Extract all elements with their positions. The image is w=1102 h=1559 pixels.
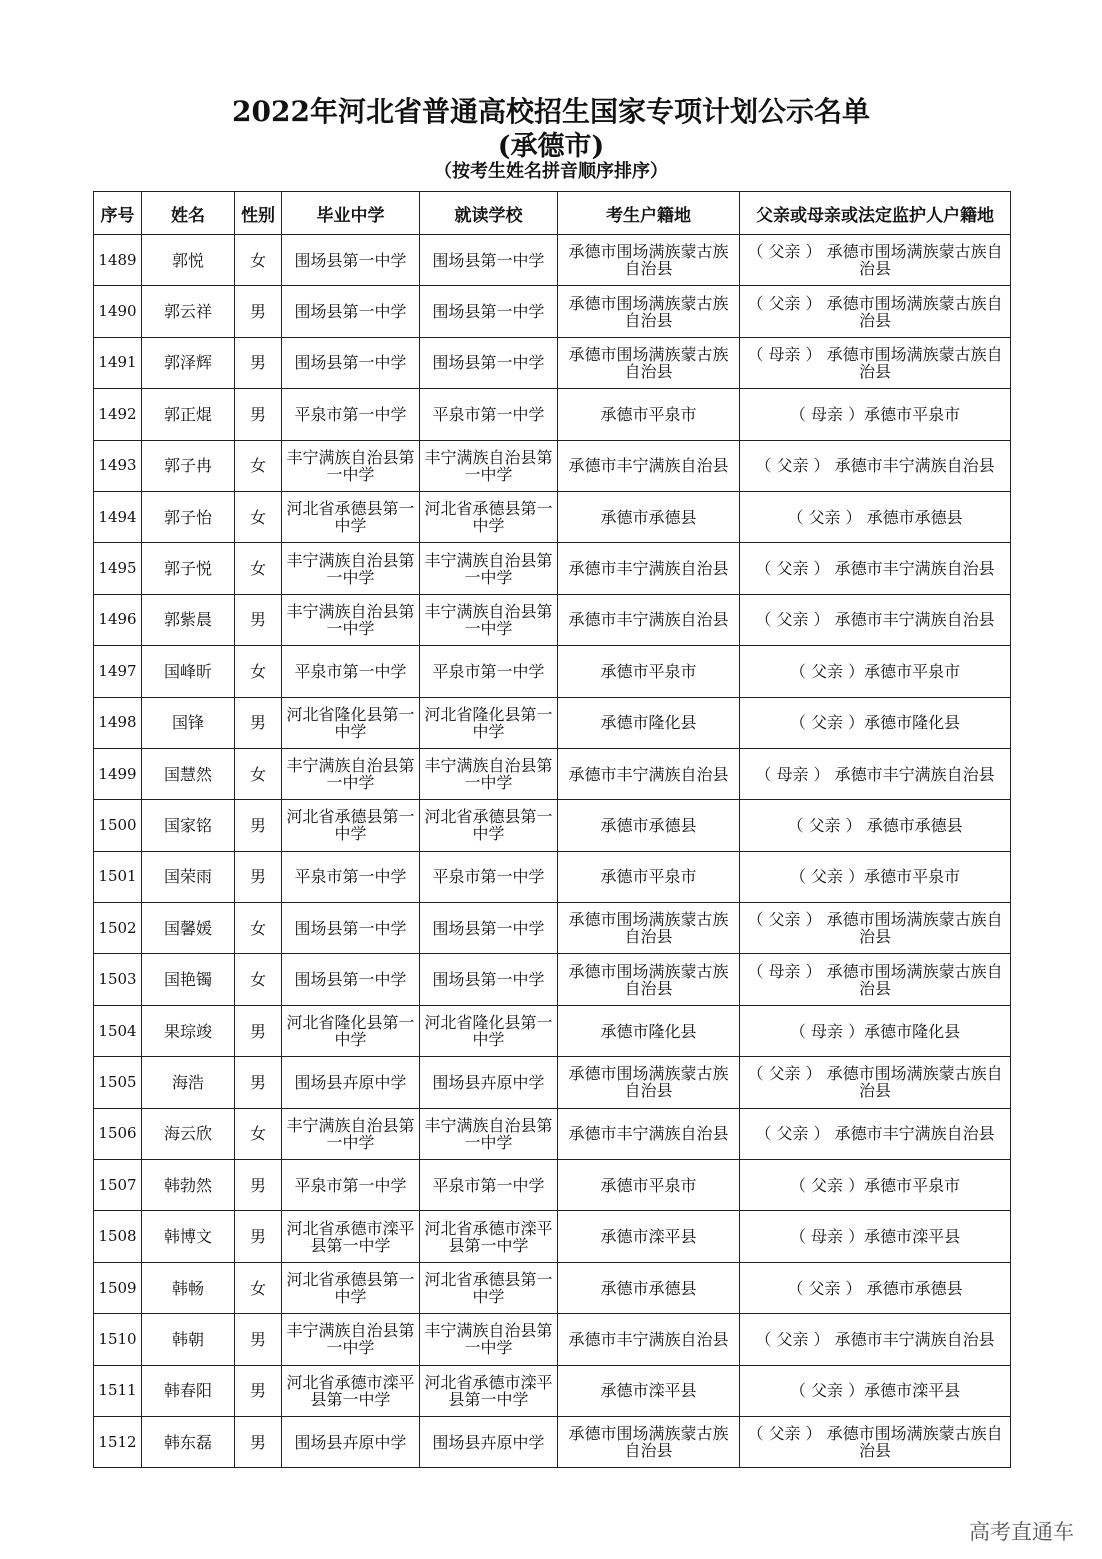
- household-registration-cell: 承德市平泉市: [558, 646, 740, 697]
- current-school-cell: 平泉市第一中学: [420, 851, 558, 902]
- guardian-registration-cell: （ 父亲 ） 承德市承德县: [740, 491, 1011, 542]
- header-gender: 性别: [235, 192, 282, 235]
- header-seq: 序号: [94, 192, 142, 235]
- current-school-cell: 河北省承德县第一中学: [420, 800, 558, 851]
- gender-cell: 男: [235, 1005, 282, 1056]
- watermark: 高考直通车: [969, 1520, 1074, 1544]
- name-cell: 郭紫晨: [142, 594, 235, 645]
- graduated-school-cell: 河北省承德县第一中学: [282, 800, 420, 851]
- seq-cell: 1511: [94, 1365, 142, 1416]
- household-registration-cell: 承德市围场满族蒙古族自治县: [558, 903, 740, 954]
- table-row: [94, 440, 1011, 491]
- name-cell: 国锋: [142, 697, 235, 748]
- graduated-school-cell: 河北省隆化县第一中学: [282, 697, 420, 748]
- gender-cell: 女: [235, 1108, 282, 1159]
- gender-cell: 男: [235, 389, 282, 440]
- household-registration-cell: 承德市隆化县: [558, 697, 740, 748]
- graduated-school-cell: 平泉市第一中学: [282, 646, 420, 697]
- guardian-registration-cell: （ 父亲 ）承德市隆化县: [740, 697, 1011, 748]
- seq-cell: 1495: [94, 543, 142, 594]
- name-cell: 郭正焜: [142, 389, 235, 440]
- guardian-registration-cell: （ 父亲 ）承德市平泉市: [740, 646, 1011, 697]
- name-cell: 郭云祥: [142, 286, 235, 337]
- seq-cell: 1497: [94, 646, 142, 697]
- household-registration-cell: 承德市围场满族蒙古族自治县: [558, 235, 740, 286]
- table-row: [94, 491, 1011, 542]
- seq-cell: 1493: [94, 440, 142, 491]
- seq-cell: 1508: [94, 1211, 142, 1262]
- graduated-school-cell: 围场县第一中学: [282, 337, 420, 388]
- graduated-school-cell: 丰宁满族自治县第一中学: [282, 1108, 420, 1159]
- guardian-registration-cell: （ 父亲 ） 承德市丰宁满族自治县: [740, 440, 1011, 491]
- current-school-cell: 丰宁满族自治县第一中学: [420, 1314, 558, 1365]
- household-registration-cell: 承德市平泉市: [558, 1160, 740, 1211]
- table-row: [94, 286, 1011, 337]
- table-row: [94, 543, 1011, 594]
- name-cell: 国馨媛: [142, 903, 235, 954]
- gender-cell: 男: [235, 337, 282, 388]
- current-school-cell: 围场县第一中学: [420, 954, 558, 1005]
- household-registration-cell: 承德市承德县: [558, 800, 740, 851]
- table-row: [94, 1365, 1011, 1416]
- gender-cell: 女: [235, 491, 282, 542]
- guardian-registration-cell: （ 父亲 ） 承德市丰宁满族自治县: [740, 543, 1011, 594]
- table-row: [94, 851, 1011, 902]
- gender-cell: 男: [235, 1416, 282, 1467]
- gender-cell: 女: [235, 1262, 282, 1313]
- gender-cell: 男: [235, 697, 282, 748]
- name-cell: 韩博文: [142, 1211, 235, 1262]
- guardian-registration-cell: （ 母亲 ） 承德市围场满族蒙古族自治县: [740, 954, 1011, 1005]
- guardian-registration-cell: （ 母亲 ）承德市隆化县: [740, 1005, 1011, 1056]
- seq-cell: 1490: [94, 286, 142, 337]
- gender-cell: 男: [235, 1314, 282, 1365]
- household-registration-cell: 承德市丰宁满族自治县: [558, 543, 740, 594]
- seq-cell: 1510: [94, 1314, 142, 1365]
- gender-cell: 女: [235, 954, 282, 1005]
- household-registration-cell: 承德市丰宁满族自治县: [558, 1108, 740, 1159]
- graduated-school-cell: 围场县卉原中学: [282, 1057, 420, 1108]
- guardian-registration-cell: （ 父亲 ） 承德市承德县: [740, 800, 1011, 851]
- seq-cell: 1492: [94, 389, 142, 440]
- header-household-registration: 考生户籍地: [558, 192, 740, 235]
- name-cell: 郭子悦: [142, 543, 235, 594]
- gender-cell: 女: [235, 235, 282, 286]
- guardian-registration-cell: （ 父亲 ） 承德市承德县: [740, 1262, 1011, 1313]
- seq-cell: 1498: [94, 697, 142, 748]
- guardian-registration-cell: （ 母亲 ）承德市平泉市: [740, 389, 1011, 440]
- guardian-registration-cell: （ 父亲 ） 承德市丰宁满族自治县: [740, 1314, 1011, 1365]
- current-school-cell: 围场县卉原中学: [420, 1057, 558, 1108]
- household-registration-cell: 承德市围场满族蒙古族自治县: [558, 1416, 740, 1467]
- household-registration-cell: 承德市滦平县: [558, 1365, 740, 1416]
- current-school-cell: 平泉市第一中学: [420, 389, 558, 440]
- graduated-school-cell: 围场县第一中学: [282, 235, 420, 286]
- table-row: [94, 337, 1011, 388]
- gender-cell: 男: [235, 800, 282, 851]
- current-school-cell: 围场县第一中学: [420, 235, 558, 286]
- current-school-cell: 围场县第一中学: [420, 337, 558, 388]
- current-school-cell: 平泉市第一中学: [420, 646, 558, 697]
- household-registration-cell: 承德市丰宁满族自治县: [558, 748, 740, 799]
- household-registration-cell: 承德市丰宁满族自治县: [558, 440, 740, 491]
- seq-cell: 1504: [94, 1005, 142, 1056]
- household-registration-cell: 承德市围场满族蒙古族自治县: [558, 954, 740, 1005]
- graduated-school-cell: 平泉市第一中学: [282, 1160, 420, 1211]
- graduated-school-cell: 平泉市第一中学: [282, 851, 420, 902]
- seq-cell: 1503: [94, 954, 142, 1005]
- table-row: [94, 697, 1011, 748]
- guardian-registration-cell: （ 父亲 ） 承德市丰宁满族自治县: [740, 594, 1011, 645]
- table-row: [94, 903, 1011, 954]
- sort-note: （按考生姓名拼音顺序排序）: [434, 161, 668, 182]
- seq-cell: 1506: [94, 1108, 142, 1159]
- seq-cell: 1502: [94, 903, 142, 954]
- guardian-registration-cell: （ 父亲 ）承德市平泉市: [740, 1160, 1011, 1211]
- current-school-cell: 河北省隆化县第一中学: [420, 697, 558, 748]
- guardian-registration-cell: （ 父亲 ） 承德市围场满族蒙古族自治县: [740, 286, 1011, 337]
- gender-cell: 女: [235, 748, 282, 799]
- header-guardian-registration: 父亲或母亲或法定监护人户籍地: [740, 192, 1011, 235]
- graduated-school-cell: 丰宁满族自治县第一中学: [282, 748, 420, 799]
- graduated-school-cell: 丰宁满族自治县第一中学: [282, 1314, 420, 1365]
- table-row: [94, 800, 1011, 851]
- page-subtitle: (承德市): [497, 131, 605, 162]
- guardian-registration-cell: （ 父亲 ） 承德市围场满族蒙古族自治县: [740, 235, 1011, 286]
- current-school-cell: 丰宁满族自治县第一中学: [420, 1108, 558, 1159]
- current-school-cell: 丰宁满族自治县第一中学: [420, 543, 558, 594]
- graduated-school-cell: 围场县第一中学: [282, 954, 420, 1005]
- current-school-cell: 丰宁满族自治县第一中学: [420, 748, 558, 799]
- seq-cell: 1507: [94, 1160, 142, 1211]
- guardian-registration-cell: （ 父亲 ） 承德市丰宁满族自治县: [740, 1108, 1011, 1159]
- graduated-school-cell: 平泉市第一中学: [282, 389, 420, 440]
- name-cell: 韩春阳: [142, 1365, 235, 1416]
- name-cell: 海浩: [142, 1057, 235, 1108]
- gender-cell: 男: [235, 1160, 282, 1211]
- seq-cell: 1489: [94, 235, 142, 286]
- graduated-school-cell: 河北省承德县第一中学: [282, 1262, 420, 1313]
- seq-cell: 1500: [94, 800, 142, 851]
- graduated-school-cell: 河北省承德市滦平县第一中学: [282, 1211, 420, 1262]
- table-row: [94, 1211, 1011, 1262]
- gender-cell: 男: [235, 286, 282, 337]
- household-registration-cell: 承德市平泉市: [558, 389, 740, 440]
- current-school-cell: 河北省承德市滦平县第一中学: [420, 1211, 558, 1262]
- current-school-cell: 丰宁满族自治县第一中学: [420, 594, 558, 645]
- name-cell: 国峰昕: [142, 646, 235, 697]
- graduated-school-cell: 围场县卉原中学: [282, 1416, 420, 1467]
- gender-cell: 女: [235, 543, 282, 594]
- current-school-cell: 围场县第一中学: [420, 903, 558, 954]
- name-cell: 果琮竣: [142, 1005, 235, 1056]
- guardian-registration-cell: （ 母亲 ）承德市滦平县: [740, 1211, 1011, 1262]
- page-title: 2022年河北省普通高校招生国家专项计划公示名单: [232, 95, 870, 128]
- table-body: [94, 235, 1011, 1468]
- household-registration-cell: 承德市滦平县: [558, 1211, 740, 1262]
- current-school-cell: 河北省承德县第一中学: [420, 1262, 558, 1313]
- current-school-cell: 围场县卉原中学: [420, 1416, 558, 1467]
- current-school-cell: 围场县第一中学: [420, 286, 558, 337]
- gender-cell: 女: [235, 903, 282, 954]
- table-row: [94, 1005, 1011, 1056]
- table-row: [94, 1108, 1011, 1159]
- graduated-school-cell: 河北省隆化县第一中学: [282, 1005, 420, 1056]
- household-registration-cell: 承德市平泉市: [558, 851, 740, 902]
- current-school-cell: 平泉市第一中学: [420, 1160, 558, 1211]
- gender-cell: 男: [235, 1211, 282, 1262]
- seq-cell: 1505: [94, 1057, 142, 1108]
- seq-cell: 1499: [94, 748, 142, 799]
- household-registration-cell: 承德市丰宁满族自治县: [558, 1314, 740, 1365]
- seq-cell: 1491: [94, 337, 142, 388]
- current-school-cell: 丰宁满族自治县第一中学: [420, 440, 558, 491]
- name-cell: 海云欣: [142, 1108, 235, 1159]
- name-cell: 韩勃然: [142, 1160, 235, 1211]
- household-registration-cell: 承德市隆化县: [558, 1005, 740, 1056]
- gender-cell: 女: [235, 646, 282, 697]
- graduated-school-cell: 围场县第一中学: [282, 903, 420, 954]
- gender-cell: 男: [235, 851, 282, 902]
- name-cell: 韩朝: [142, 1314, 235, 1365]
- name-cell: 郭子冉: [142, 440, 235, 491]
- table-row: [94, 1262, 1011, 1313]
- current-school-cell: 河北省承德市滦平县第一中学: [420, 1365, 558, 1416]
- table-row: [94, 1057, 1011, 1108]
- seq-cell: 1509: [94, 1262, 142, 1313]
- graduated-school-cell: 丰宁满族自治县第一中学: [282, 594, 420, 645]
- name-cell: 韩畅: [142, 1262, 235, 1313]
- table-row: [94, 646, 1011, 697]
- name-cell: 郭泽辉: [142, 337, 235, 388]
- name-cell: 郭子怡: [142, 491, 235, 542]
- gender-cell: 男: [235, 594, 282, 645]
- header-graduated-school: 毕业中学: [282, 192, 420, 235]
- current-school-cell: 河北省承德县第一中学: [420, 491, 558, 542]
- name-cell: 国荣雨: [142, 851, 235, 902]
- table-row: [94, 389, 1011, 440]
- name-cell: 韩东磊: [142, 1416, 235, 1467]
- table-row: [94, 235, 1011, 286]
- household-registration-cell: 承德市丰宁满族自治县: [558, 594, 740, 645]
- household-registration-cell: 承德市围场满族蒙古族自治县: [558, 1057, 740, 1108]
- guardian-registration-cell: （ 父亲 ）承德市滦平县: [740, 1365, 1011, 1416]
- gender-cell: 男: [235, 1057, 282, 1108]
- guardian-registration-cell: （ 父亲 ） 承德市围场满族蒙古族自治县: [740, 1416, 1011, 1467]
- graduated-school-cell: 河北省承德县第一中学: [282, 491, 420, 542]
- graduated-school-cell: 河北省承德市滦平县第一中学: [282, 1365, 420, 1416]
- name-cell: 国慧然: [142, 748, 235, 799]
- table-row: [94, 748, 1011, 799]
- graduated-school-cell: 丰宁满族自治县第一中学: [282, 440, 420, 491]
- name-cell: 郭悦: [142, 235, 235, 286]
- graduated-school-cell: 围场县第一中学: [282, 286, 420, 337]
- table-row: [94, 954, 1011, 1005]
- seq-cell: 1501: [94, 851, 142, 902]
- header-name: 姓名: [142, 192, 235, 235]
- graduated-school-cell: 丰宁满族自治县第一中学: [282, 543, 420, 594]
- gender-cell: 男: [235, 1365, 282, 1416]
- name-cell: 国艳镯: [142, 954, 235, 1005]
- header-current-school: 就读学校: [420, 192, 558, 235]
- roster-table: [93, 191, 1011, 1468]
- household-registration-cell: 承德市围场满族蒙古族自治县: [558, 337, 740, 388]
- household-registration-cell: 承德市承德县: [558, 491, 740, 542]
- guardian-registration-cell: （ 母亲 ） 承德市丰宁满族自治县: [740, 748, 1011, 799]
- current-school-cell: 河北省隆化县第一中学: [420, 1005, 558, 1056]
- table-row: [94, 594, 1011, 645]
- table-row: [94, 1314, 1011, 1365]
- seq-cell: 1512: [94, 1416, 142, 1467]
- table-header-row: [94, 192, 1011, 235]
- guardian-registration-cell: （ 父亲 ） 承德市围场满族蒙古族自治县: [740, 903, 1011, 954]
- seq-cell: 1496: [94, 594, 142, 645]
- name-cell: 国家铭: [142, 800, 235, 851]
- table-row: [94, 1416, 1011, 1467]
- gender-cell: 女: [235, 440, 282, 491]
- seq-cell: 1494: [94, 491, 142, 542]
- guardian-registration-cell: （ 父亲 ）承德市平泉市: [740, 851, 1011, 902]
- household-registration-cell: 承德市围场满族蒙古族自治县: [558, 286, 740, 337]
- guardian-registration-cell: （ 母亲 ） 承德市围场满族蒙古族自治县: [740, 337, 1011, 388]
- household-registration-cell: 承德市承德县: [558, 1262, 740, 1313]
- guardian-registration-cell: （ 父亲 ） 承德市围场满族蒙古族自治县: [740, 1057, 1011, 1108]
- table-row: [94, 1160, 1011, 1211]
